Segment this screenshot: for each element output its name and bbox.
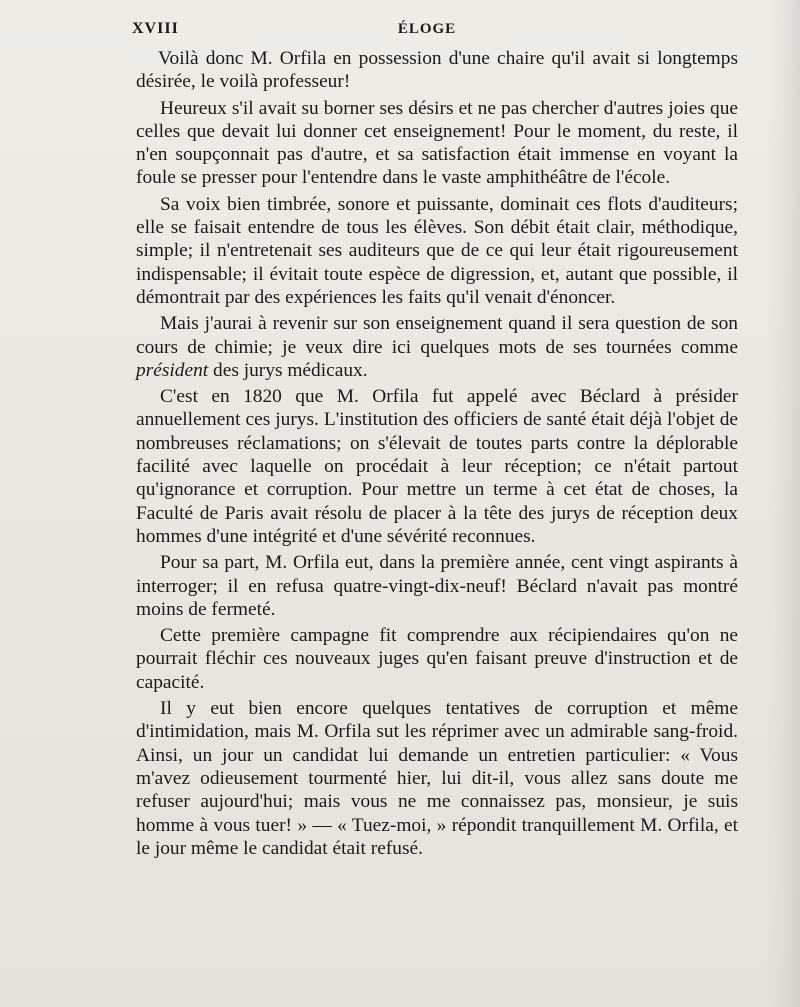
paragraph-candidates: Pour sa part, M. Orfila eut, dans la première année, cent vingt aspirants à interroger; il en refusa quatre-vingt-dix-neuf! Béclard n'avait pas montré moins de fermeté. [136,552,738,620]
paragraph-teaching-start: Mais j'aurai à revenir sur son enseignement quand il sera question de son cours de chimie; je veux dire ici quelques mots de ses tournées comme [136,313,738,358]
paragraph-teaching-end: des jurys médicaux. [208,359,368,381]
paragraph-joy: Heureux s'il avait su borner ses désirs et ne pas chercher d'autres joies que celles que devait lui donner cet enseignement! Pour le moment, du reste, il n'en soupçonnait pas d'autre, et sa satisfaction était immense en voyant la foule se presser pour l'entendre dans le vaste amphithéâtre de l'école. [136,97,738,189]
paragraph-chair: Voilà donc M. Orfila en possession d'une chaire qu'il avait si longtemps désirée, le voilà professeur! [136,48,738,93]
page-header [132,20,742,44]
paragraph-voice: Sa voix bien timbrée, sonore et puissante, dominait ces flots d'auditeurs; elle se faisait entendre de tous les élèves. Son débit était clair, méthodique, simple; il n'entretenait ses auditeurs que de ce qui leur était rigoureusement indispensable; il évitait toute espèce de digression, et, autant que possible, il démontrait par des expériences les faits qu'il venait d'énoncer. [136,193,738,308]
page-number: XVIII [132,20,179,37]
paragraph-1820: C'est en 1820 que M. Orfila fut appelé avec Béclard à présider annuellement ces jurys. L'institution des officiers de santé était déjà l'objet de nombreuses réclamations; on s'élevait de toutes parts contre la déplorable facilité avec laquelle on procédait à leur réception; ce n'était partout qu'ignorance et corruption. Pour mettre un terme à cet état de choses, la Faculté de Paris avait résolu de placer à la tête des jurys de réception deux hommes d'une intégrité et d'une sévérité reconnues. [136,386,738,547]
running-title: ÉLOGE [397,21,457,37]
paragraph-intimidation: Il y eut bien encore quelques tentatives de corruption et même d'intimidation, mais M. Orfila sut les réprimer avec un admirable sang-froid. Ainsi, un jour un candidat lui demande un entretien particulier: « Vous m'avez odieusement tourmenté hier, lui dit-il, vous allez sans doute me refuser aujourd'hui; mais vous ne me connaissez pas, monsieur, je suis homme à vous tuer! » — « Tuez-moi, » répondit tranquillement M. Orfila, et le jour même le candidat était refusé. [136,698,738,859]
body-text [136,47,738,863]
paragraph-campaign: Cette première campagne fit comprendre aux récipiendaires qu'on ne pourrait fléchir ces nouveaux juges qu'en faisant preuve d'instruction et de capacité. [136,625,738,693]
president-word: président [136,359,209,381]
page-edge-shadow [766,0,800,1007]
paragraph-teaching [136,312,738,382]
